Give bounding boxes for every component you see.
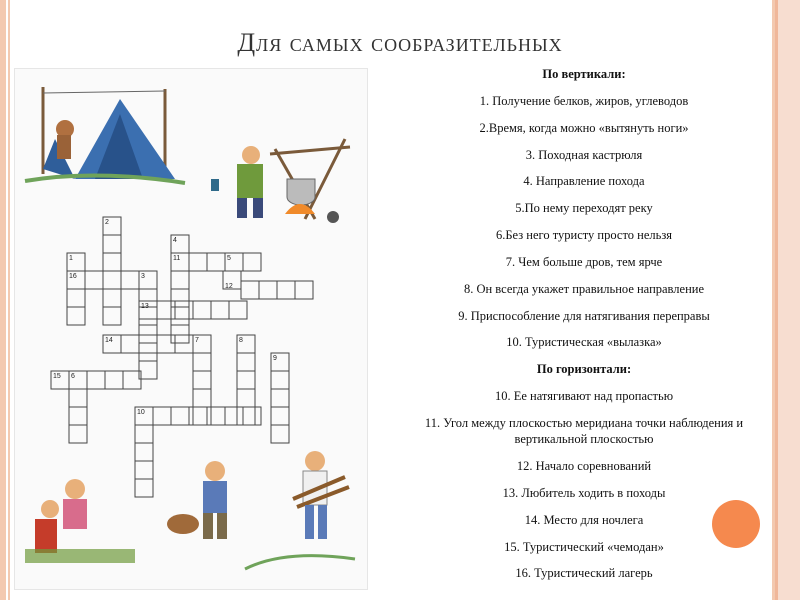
vertical-clue: 7. Чем больше дров, тем ярче [505,254,663,269]
right-border-stripe [775,0,800,600]
horizontal-clue: 16. Туристический лагерь [515,566,653,581]
vertical-clue: 6.Без него туристу просто нельзя [495,228,673,243]
grid-number: 7 [195,337,199,344]
vertical-clue: 8. Он всегда укажет правильное направление [463,281,705,296]
left-border-line [8,0,10,600]
left-border-stripe [0,0,6,600]
horizontal-clue: 11. Угол между плоскостью меридиана точки наблюдения и вертикальной плоскостью [424,415,744,447]
grid-number: 4 [173,237,177,244]
grid-number: 12 [225,283,233,290]
vertical-clue: 2.Время, когда можно «вытянуть ноги» [479,120,689,135]
horizontal-clue: 14. Место для ночлега [524,512,644,527]
horizontal-clue: 10. Ее натягивают над пропастью [494,389,674,404]
decorative-circle [712,500,760,548]
vertical-clue: 1. Получение белков, жиров, углеводов [479,93,689,108]
slide-title: Для самых сообразительных [237,28,563,57]
vertical-clue: 10. Туристическая «вылазка» [506,335,662,350]
grid-number: 15 [53,373,61,380]
cooking-illustration [211,139,350,223]
grid-number: 10 [137,409,145,416]
crossword-illustration [14,68,368,590]
grid-number: 8 [239,337,243,344]
grid-number: 13 [141,303,149,310]
clues-panel [414,66,754,592]
vertical-header: По вертикали: [542,67,626,81]
grid-number: 5 [227,255,231,262]
grid-number: 9 [273,355,277,362]
grid-number: 1 [69,255,73,262]
grid-number: 11 [173,255,181,262]
horizontal-clue: 12. Начало соревнований [516,459,652,474]
grid-number: 14 [105,337,113,344]
tent-illustration [25,87,185,183]
vertical-clue: 5.По нему переходят реку [515,201,653,216]
grid-number: 2 [105,219,109,226]
vertical-clue: 3. Походная кастрюля [525,147,643,162]
horizontal-clue: 15. Туристический «чемодан» [504,539,664,554]
horizontal-header: По горизонтали: [536,362,632,377]
grid-number: 16 [69,273,77,280]
campers-illustration [25,451,355,569]
horizontal-clue: 13. Любитель ходить в походы [502,485,666,500]
crossword-image [15,69,367,589]
grid-number: 6 [71,373,75,380]
vertical-clue: 4. Направление похода [523,174,645,189]
grid-number: 3 [141,273,145,280]
vertical-clue: 9. Приспособление для натягивания переправы [458,308,710,323]
